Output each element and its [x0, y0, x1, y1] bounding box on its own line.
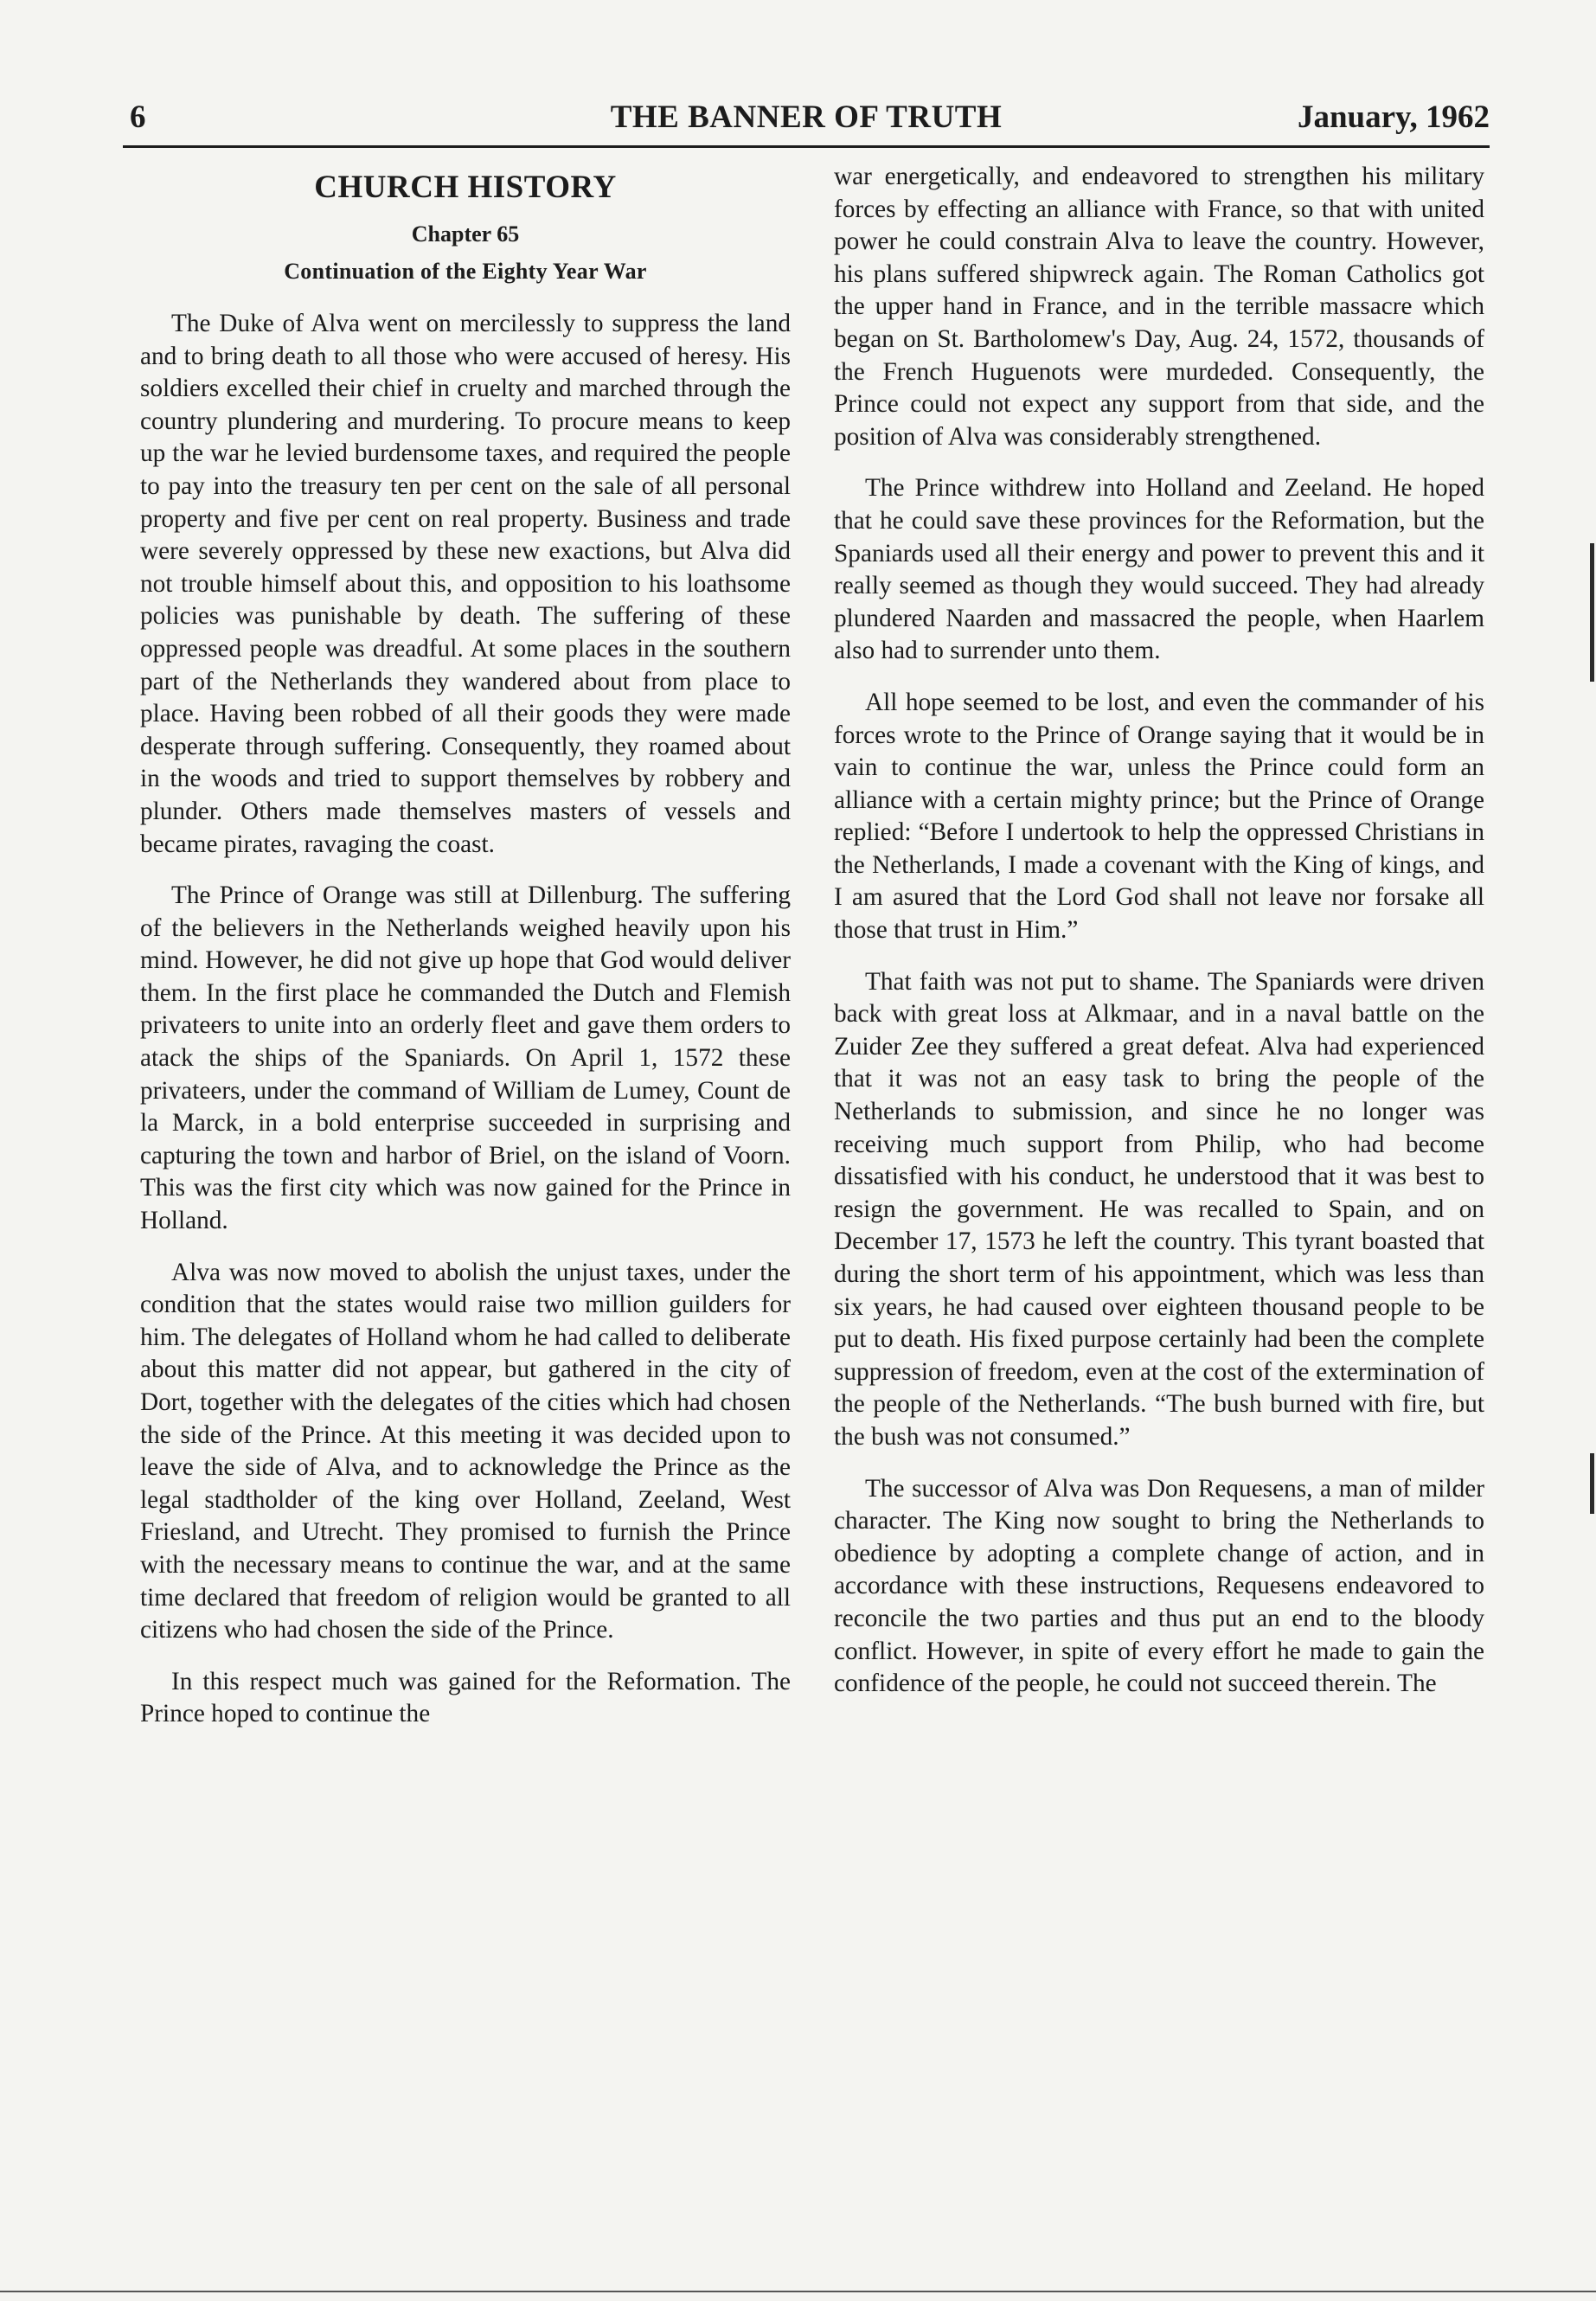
scan-edge-mark: [1590, 1453, 1594, 1514]
paragraph: All hope seemed to be lost, and even the commander of his forces wrote to the Prince of Orange saying that it would be in vain to continue the war, unless the Prince could form an alliance with a certain mighty prince; but the Prince of Orange replied: “Before I undertook to help the oppressed Christians in the Netherlands, I made a covenant with the King of kings, and I am asured that the Lord God shall not leave nor forsake all those that trust in Him.”: [834, 688, 1484, 945]
paragraph: Alva was now moved to abolish the unjust taxes, under the condition that the states would raise two million guilders for him. The delegates of Holland whom he had called to deliberate about this matter did not appear, but gathered in the city of Dort, together with the delegates of the cities which had chosen the side of the Prince. At this meeting it was decided upon to leave the side of Alva, and to acknowledge the Prince as the legal stadtholder of the king over Holland, Zeeland, West Friesland, and Utrecht. They promised to furnish the Prince with the necessary means to continue the war, and at the same time declared that freedom of religion would be granted to all citizens who had chosen the side of the Prince.: [140, 1258, 791, 1644]
article-title-block: [140, 166, 791, 291]
left-column: [140, 161, 791, 1750]
right-column: [834, 161, 1484, 1720]
paragraph: The successor of Alva was Don Requesens, a man of milder character. The King now sought to bring the Netherlands to obedience by adopting a complete change of action, and in accordance with these instructions, Requesens endeavored to reconcile the two parties and thus put an end to the bloody conflict. However, in spite of every effort he made to gain the confidence of the people, he could not succeed therein. The: [834, 1474, 1484, 1698]
header-rule: [123, 145, 1490, 148]
publication-title: THE BANNER OF TRUTH: [610, 99, 1003, 135]
scan-edge-mark: [1590, 543, 1594, 682]
article-subtitle: Continuation of the Eighty Year War: [284, 259, 647, 284]
paragraph: The Duke of Alva went on mercilessly to suppress the land and to bring death to all those who were accused of heresy. His soldiers excelled their chief in cruelty and marched through the country plundering and murdering. To procure means to keep up the war he levied burdensome taxes, and required the people to pay into the treasury ten per cent on the sale of all personal property and five per cent on real property. Business and trade were severely oppressed by these new exactions, but Alva did not trouble himself about this, and opposition to his loathsome policies was punishable by death. The suffering of these oppressed people was dreadful. At some places in the southern part of the Netherlands they wandered about from place to place. Having been robbed of all their goods they were made desperate through suffering. Consequently, they roamed about in the woods and tried to support themselves by robbery and plunder. Others made themselves masters of vessels and became pirates, ravaging the coast.: [140, 310, 791, 858]
issue-date: January, 1962: [1297, 99, 1490, 135]
page-bottom-edge: [0, 2291, 1596, 2292]
running-header: [123, 93, 1490, 142]
article-title: CHURCH HISTORY: [314, 170, 617, 205]
page-number: 6: [130, 99, 146, 135]
paragraph: That faith was not put to shame. The Spaniards were driven back with great loss at Alkmaar, and in a naval battle on the Zuider Zee they suffered a great defeat. Alva had experienced that it was not an easy task to bring the people of the Netherlands to submission, and since he no longer was receiving much support from Philip, who had become dissatisfied with his conduct, he understood that it was best to resign the government. He was recalled to Spain, and on December 17, 1573 he left the country. This tyrant boasted that during the short term of his appointment, which was less than six years, he had caused over eighteen thousand people to be put to death. His fixed purpose certainly had been the complete suppression of freedom, even at the cost of the extermination of the people of the Netherlands. “The bush burned with fire, but the bush was not consumed.”: [834, 967, 1484, 1451]
chapter-label: Chapter 65: [411, 221, 520, 247]
paragraph: The Prince of Orange was still at Dillenburg. The suffering of the believers in the Netherlands weighed heavily upon his mind. However, he did not give up hope that God would deliver them. In the first place he commanded the Dutch and Flemish privateers to unite into an orderly fleet and gave them orders to atack the ships of the Spaniards. On April 1, 1572 these privateers, under the command of William de Lumey, Count de la Marck, in a bold enterprise succeeded in surprising and capturing the town and harbor of Briel, on the island of Voorn. This was the first city which was now gained for the Prince in Holland.: [140, 881, 791, 1235]
paragraph-continuation: war energetically, and endeavored to strengthen his military forces by effecting an alliance with France, so that with united power he could constrain Alva to leave the country. However, his plans suffered shipwreck again. The Roman Catholics got the upper hand in France, and in the terrible massacre which began on St. Bartholomew's Day, Aug. 24, 1572, thousands of the French Huguenots were murdeded. Consequently, the Prince could not expect any support from that side, and the position of Alva was considerably strengthened.: [834, 163, 1484, 451]
paragraph: In this respect much was gained for the Reformation. The Prince hoped to continue the: [140, 1667, 791, 1728]
paragraph: The Prince withdrew into Holland and Zeeland. He hoped that he could save these provinces for the Reformation, but the Spaniards used all their energy and power to prevent this and it really seemed as though they would succeed. They had already plundered Naarden and massacred the people, when Haarlem also had to surrender unto them.: [834, 474, 1484, 665]
